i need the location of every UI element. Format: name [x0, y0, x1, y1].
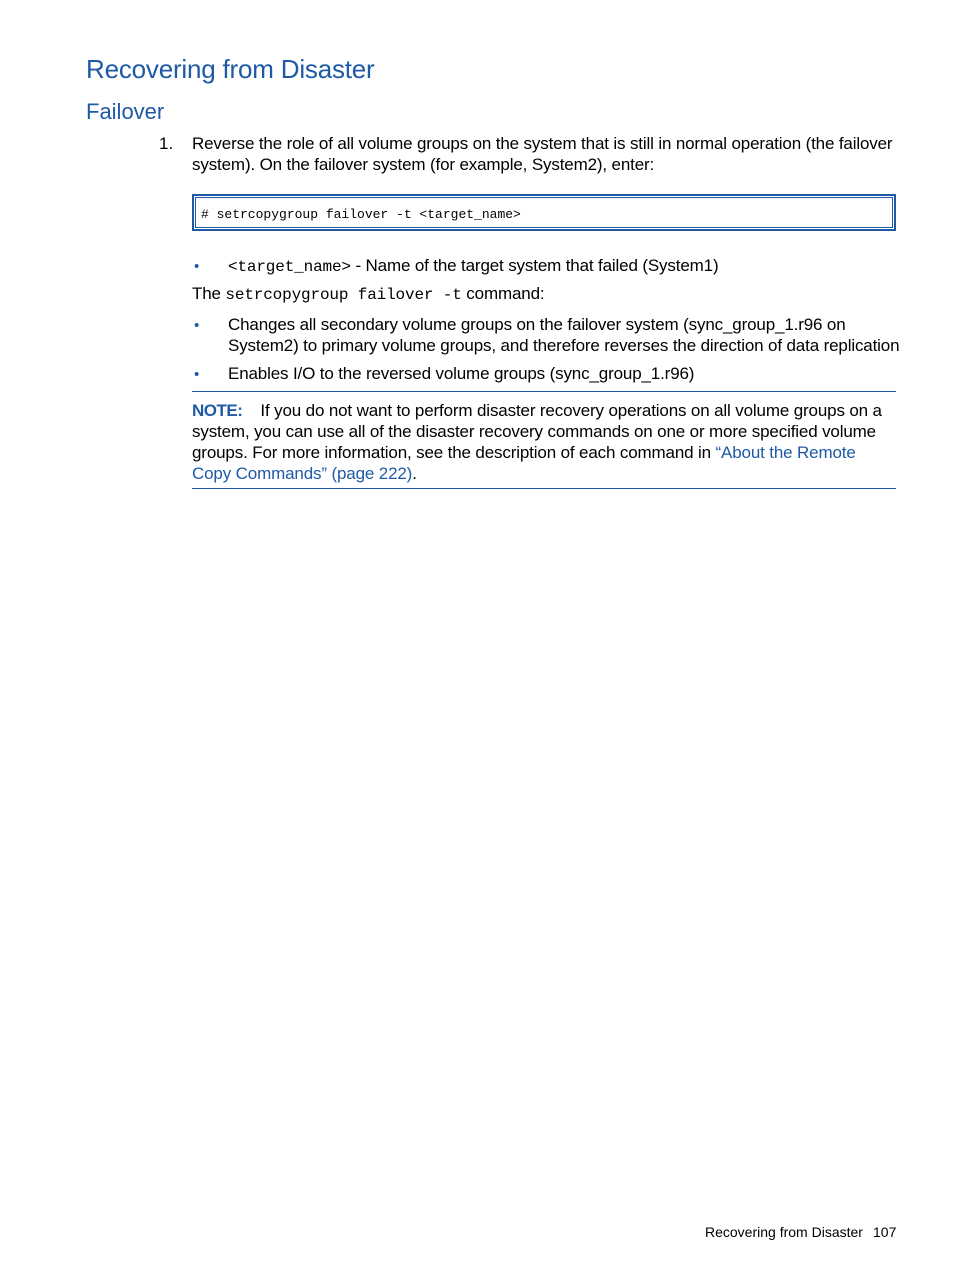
note-top-rule — [192, 391, 896, 392]
note-end: . — [412, 464, 417, 483]
list-item: Changes all secondary volume groups on the failover system (sync_group_1.r96 on System2) to primary volume groups, and therefore reverses the direction of data replication — [228, 315, 900, 355]
note-block — [192, 400, 898, 484]
code-block-inner-border — [195, 197, 893, 228]
note-label: NOTE: — [192, 401, 243, 420]
code-block — [192, 194, 896, 231]
note-bottom-rule — [192, 488, 896, 489]
param-description: - Name of the target system that failed (System1) — [350, 256, 719, 275]
command-line — [192, 283, 544, 306]
command-line-code: setrcopygroup failover -t — [225, 286, 462, 304]
code-command: # setrcopygroup failover -t <target_name> — [201, 207, 521, 222]
bullet-icon: • — [194, 317, 200, 334]
command-line-prefix: The — [192, 284, 226, 303]
step-text: Reverse the role of all volume groups on the system that is still in normal operation (the failover system). On the failover system (for example, System2), enter: — [192, 134, 893, 174]
bullet-icon: • — [194, 258, 200, 275]
step-number: 1. — [159, 134, 174, 153]
note-text: If you do not want to perform disaster recovery operations on all volume groups on a system, you can use all of the disaster recovery commands on one or more specified volume groups. For more information, see the description of each command in — [192, 401, 882, 462]
page-title: Recovering from Disaster — [86, 54, 375, 84]
page-number: 107 — [873, 1224, 897, 1240]
cross-reference-link[interactable]: “About the Remote Copy Commands” (page 222) — [192, 443, 856, 483]
list-item: Enables I/O to the reversed volume groups (sync_group_1.r96) — [228, 364, 695, 383]
section-title: Failover — [86, 99, 165, 124]
param-code: <target_name> — [228, 258, 351, 276]
bullet-icon: • — [194, 366, 200, 383]
param-bullet-text — [228, 255, 900, 278]
command-line-suffix: command: — [461, 284, 545, 303]
footer-title: Recovering from Disaster — [705, 1224, 863, 1240]
